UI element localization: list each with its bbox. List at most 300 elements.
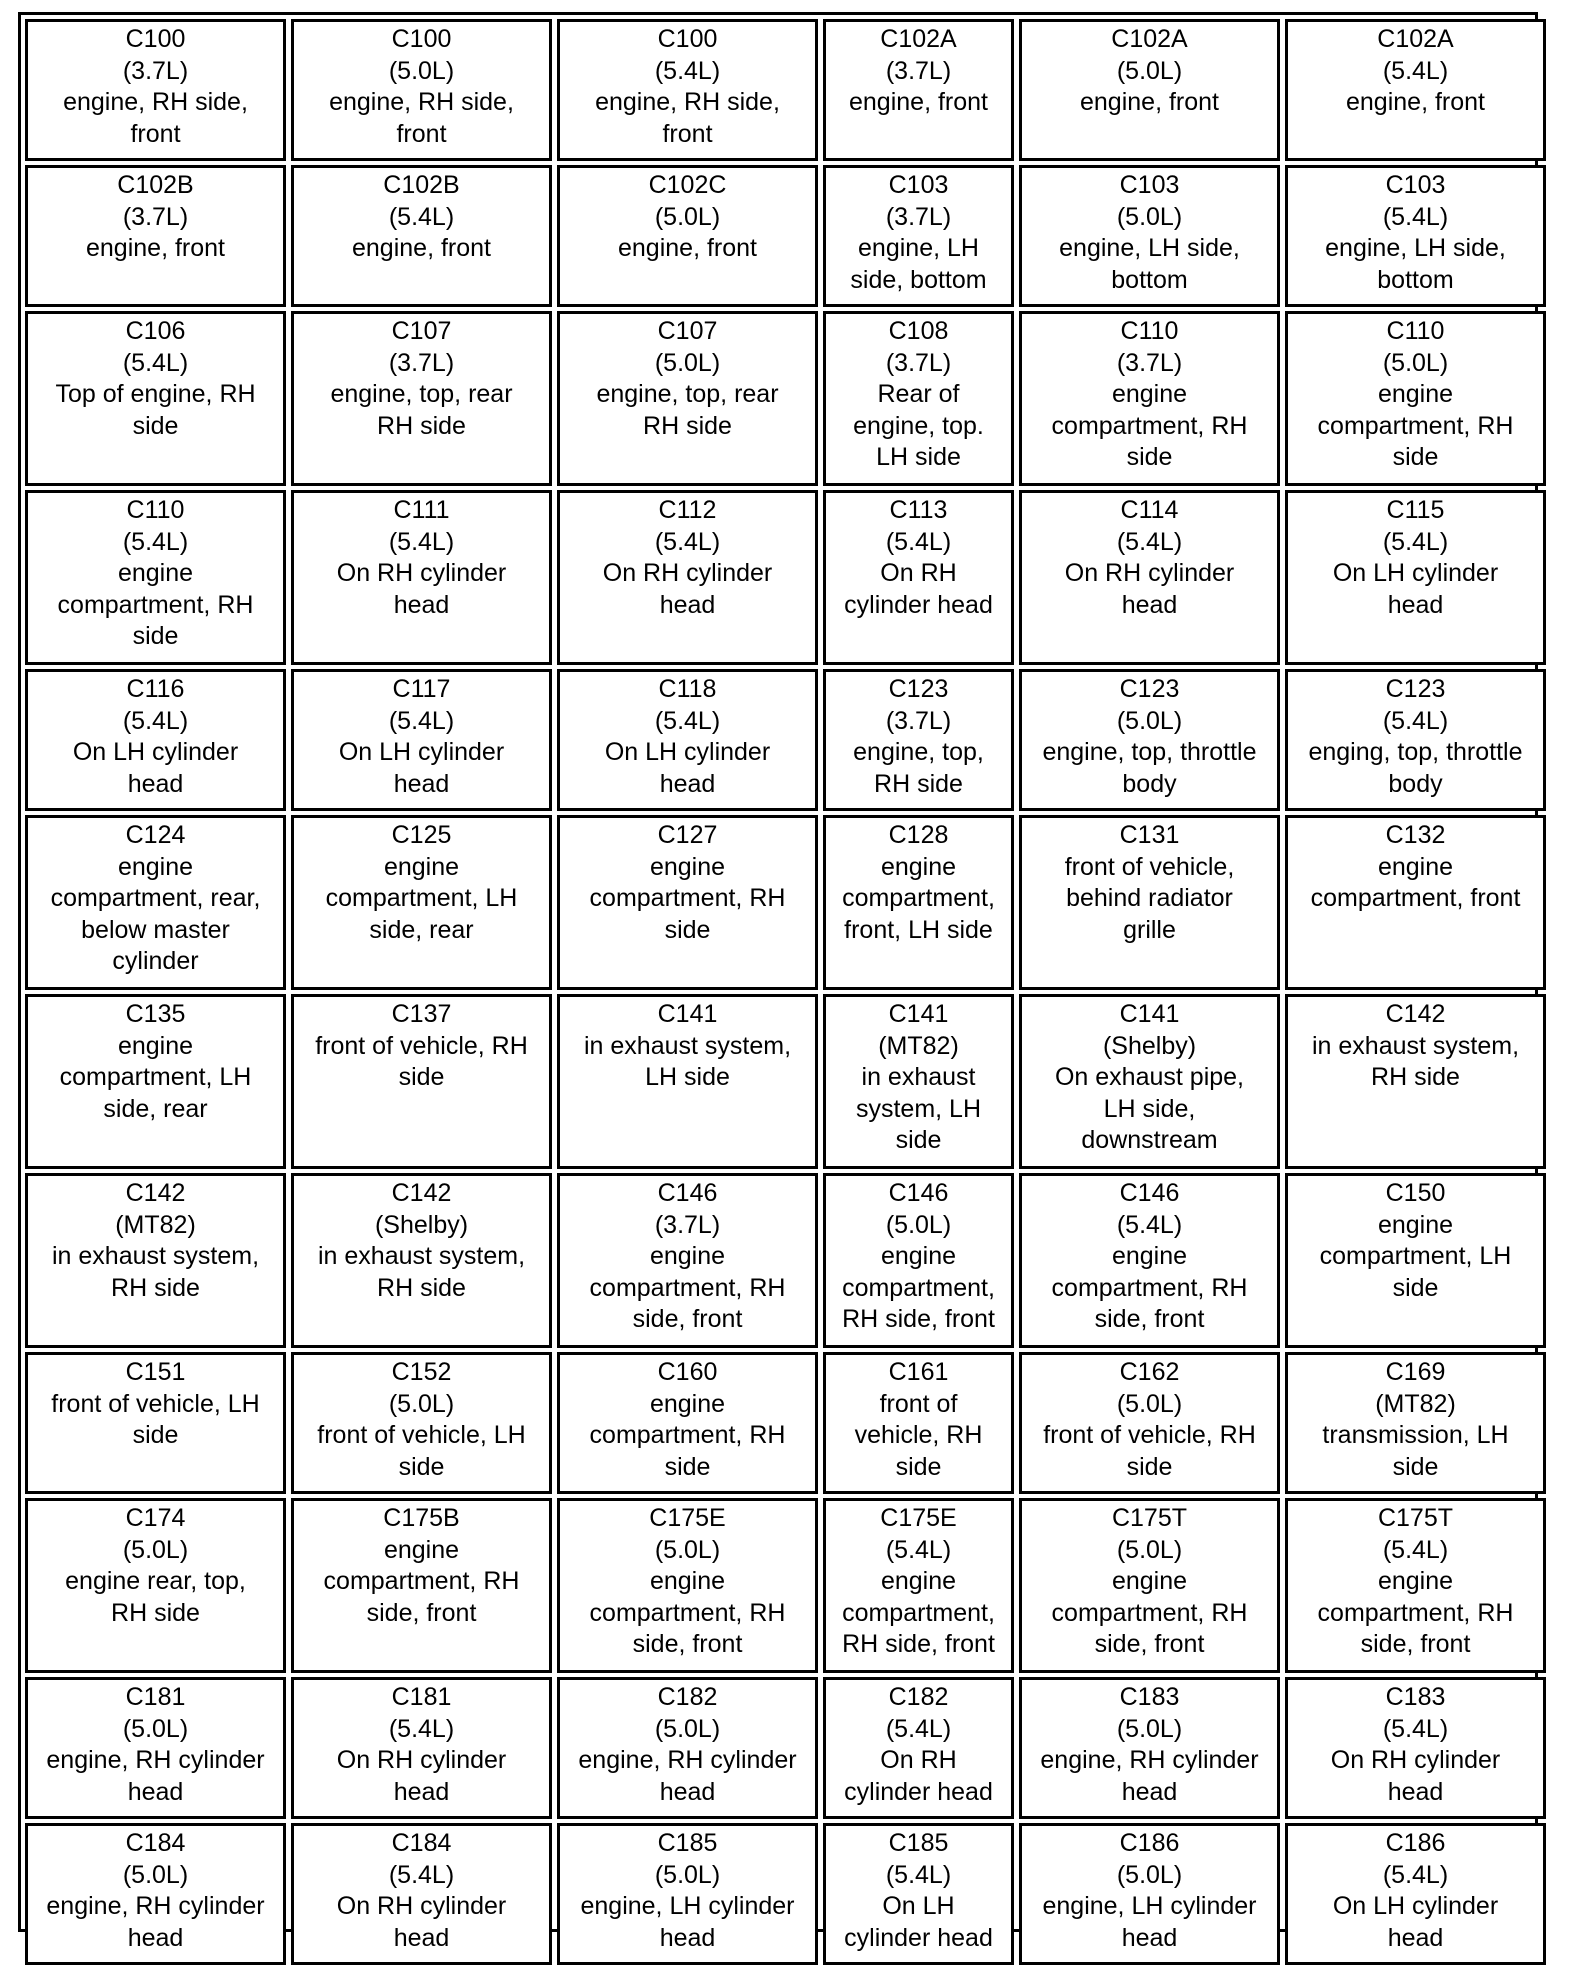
- connector-location-line: cylinder head: [844, 590, 993, 619]
- connector-location-line: RH side: [1371, 1063, 1460, 1091]
- connector-location-line: head: [127, 1923, 184, 1952]
- connector-location-line: (5.4L): [885, 1714, 952, 1743]
- connector-location-line: engine, LH side,: [1059, 234, 1240, 262]
- connector-cell: [823, 1352, 1014, 1494]
- connector-location-line: RH side: [377, 1273, 466, 1302]
- connector-location-line: (5.0L): [654, 1714, 721, 1743]
- connector-location-line: On LH cylinder: [72, 738, 239, 766]
- connector-cell: [557, 19, 818, 161]
- connector-cell: [25, 311, 286, 486]
- connector-location-line: engine rear, top,: [65, 1567, 246, 1595]
- connector-location-line: head: [127, 1777, 184, 1806]
- connector-location-line: side: [132, 622, 179, 650]
- connector-location-line: (5.0L): [885, 1210, 952, 1239]
- connector-location-line: head: [393, 769, 450, 798]
- connector-code: C151: [125, 1358, 186, 1386]
- connector-location-line: (5.4L): [388, 1860, 455, 1889]
- connector-cell: [823, 1677, 1014, 1819]
- connector-code: C102B: [383, 171, 460, 199]
- connector-location-line: engine, top,: [853, 738, 984, 766]
- connector-cell: [557, 1823, 818, 1965]
- connector-code: C124: [125, 821, 186, 849]
- connector-code: C110: [126, 496, 185, 524]
- connector-location-line: front of vehicle, LH: [317, 1421, 526, 1449]
- connector-location-line: Top of engine, RH: [55, 380, 256, 408]
- connector-location-line: compartment, RH: [589, 884, 786, 912]
- connector-location-line: RH side, front: [842, 1630, 995, 1658]
- connector-location-line: On LH cylinder: [604, 738, 771, 766]
- connector-cell: [25, 1823, 286, 1965]
- connector-location-line: (3.7L): [388, 348, 455, 377]
- connector-cell: [557, 815, 818, 990]
- connector-location-line: On LH cylinder: [1332, 1892, 1499, 1920]
- connector-cell: [291, 669, 552, 811]
- connector-code: C169: [1385, 1358, 1446, 1386]
- connector-code: C150: [1385, 1179, 1446, 1207]
- connector-location-line: side, bottom: [850, 265, 987, 294]
- connector-cell: [1285, 815, 1546, 990]
- connector-location-line: RH side, front: [842, 1305, 995, 1333]
- connector-code: C185: [888, 1829, 949, 1857]
- connector-location-line: engine: [383, 1535, 460, 1564]
- connector-location-line: (5.4L): [1382, 527, 1449, 556]
- connector-location-line: cylinder: [112, 947, 199, 975]
- connector-location-line: engine: [649, 1567, 726, 1595]
- connector-location-line: side, front: [632, 1630, 743, 1658]
- connector-location-line: engine, front: [849, 88, 988, 116]
- connector-location-line: RH side: [111, 1273, 200, 1302]
- connector-location-line: compartment, RH: [1051, 1598, 1248, 1627]
- connector-location-line: engine: [383, 852, 460, 881]
- connector-location-line: side: [132, 411, 179, 440]
- connector-location-line: (5.4L): [1382, 202, 1449, 231]
- connector-location-line: (5.4L): [1382, 706, 1449, 735]
- connector-code: C146: [888, 1179, 949, 1207]
- connector-location-line: side: [664, 1452, 711, 1481]
- connector-location-line: engine: [649, 852, 726, 881]
- connector-location-line: (5.0L): [388, 1389, 455, 1418]
- connector-location-line: (3.7L): [122, 202, 189, 231]
- connector-location-line: On LH: [882, 1892, 955, 1920]
- connector-location-line: grille: [1123, 915, 1176, 944]
- connector-location-line: engine, top, rear: [330, 380, 513, 408]
- connector-code: C186: [1119, 1829, 1180, 1857]
- connector-location-line: compartment,: [842, 884, 995, 912]
- connector-cell: [823, 1823, 1014, 1965]
- connector-location-line: in exhaust system,: [317, 1242, 526, 1270]
- connector-cell: [823, 19, 1014, 161]
- connector-location-line: engine: [1377, 852, 1454, 881]
- connector-location-line: front of: [879, 1389, 958, 1418]
- connector-location-line: head: [1121, 1923, 1178, 1952]
- connector-location-line: behind radiator: [1066, 884, 1233, 912]
- connector-location-line: engine: [1377, 1567, 1454, 1595]
- connector-code: C161: [888, 1358, 949, 1386]
- connector-cell: [291, 1498, 552, 1673]
- connector-cell: [1285, 1173, 1546, 1348]
- connector-location-line: in exhaust system,: [51, 1242, 260, 1270]
- connector-location-line: (5.4L): [1116, 1210, 1183, 1239]
- connector-cell: [1285, 1823, 1546, 1965]
- connector-code: C181: [391, 1683, 452, 1711]
- connector-location-line: side, front: [1360, 1630, 1471, 1658]
- connector-location-line: compartment, RH: [1051, 411, 1248, 440]
- connector-location-line: engine, top, throttle: [1042, 738, 1257, 766]
- connector-location-line: (3.7L): [885, 348, 952, 377]
- connector-location-line: (5.4L): [885, 527, 952, 556]
- connector-location-line: side, front: [366, 1598, 477, 1627]
- connector-location-line: side: [1392, 443, 1439, 471]
- connector-location-line: head: [393, 590, 450, 619]
- connector-location-line: (5.0L): [122, 1714, 189, 1743]
- connector-code: C183: [1385, 1683, 1446, 1711]
- connector-location-line: side: [895, 1126, 942, 1154]
- connector-cell: [25, 669, 286, 811]
- connector-code: C125: [391, 821, 452, 849]
- connector-code: C123: [1385, 675, 1446, 703]
- connector-location-line: (5.0L): [388, 56, 455, 85]
- connector-cell: [291, 311, 552, 486]
- connector-location-line: engine, RH side,: [63, 88, 248, 116]
- connector-code: C100: [657, 25, 718, 53]
- connector-location-line: head: [127, 769, 184, 798]
- connector-location-line: compartment, RH: [323, 1567, 520, 1595]
- connector-code: C141: [657, 1000, 718, 1028]
- connector-cell: [557, 1498, 818, 1673]
- connector-cell: [1019, 1677, 1280, 1819]
- connector-location-line: RH side: [874, 769, 963, 798]
- connector-location-line: head: [1387, 1923, 1444, 1952]
- connector-code: C114: [1120, 496, 1179, 524]
- connector-location-line: (5.4L): [1382, 1860, 1449, 1889]
- connector-location-line: side, front: [632, 1305, 743, 1333]
- connector-cell: [823, 311, 1014, 486]
- connector-location-line: engine, front: [1346, 88, 1485, 116]
- connector-location-line: (5.4L): [654, 527, 721, 556]
- connector-code: C146: [1119, 1179, 1180, 1207]
- connector-code: C123: [888, 675, 949, 703]
- connector-location-line: engine: [649, 1389, 726, 1418]
- connector-cell: [25, 490, 286, 665]
- connector-cell: [823, 1498, 1014, 1673]
- connector-location-line: side: [1126, 443, 1173, 471]
- connector-cell: [291, 815, 552, 990]
- connector-location-line: head: [1387, 590, 1444, 619]
- connector-location-line: front: [396, 119, 447, 148]
- connector-cell: [291, 165, 552, 307]
- connector-code: C182: [657, 1683, 718, 1711]
- connector-location-line: (5.4L): [388, 527, 455, 556]
- connector-code: C162: [1119, 1358, 1180, 1386]
- connector-cell: [291, 994, 552, 1169]
- connector-location-line: in exhaust system,: [1311, 1031, 1520, 1060]
- connector-code: C184: [391, 1829, 452, 1857]
- connector-cell: [25, 994, 286, 1169]
- connector-location-line: (5.4L): [654, 706, 721, 735]
- connector-location-line: side: [1126, 1452, 1173, 1481]
- connector-location-line: engine, LH cylinder: [1042, 1892, 1257, 1920]
- connector-location-line: (5.4L): [654, 56, 721, 85]
- connector-location-line: engine, front: [618, 234, 757, 262]
- connector-location-line: compartment, LH: [325, 884, 518, 912]
- connector-location-line: compartment, LH: [59, 1063, 252, 1091]
- connector-cell: [1019, 165, 1280, 307]
- connector-location-line: vehicle, RH: [854, 1421, 983, 1449]
- connector-location-line: (5.4L): [1116, 527, 1183, 556]
- connector-code: C107: [391, 317, 452, 345]
- connector-cell: [1019, 1823, 1280, 1965]
- connector-location-line: below master: [81, 915, 230, 944]
- connector-location-line: engine, front: [86, 234, 225, 262]
- connector-location-line: side, rear: [369, 915, 474, 944]
- connector-location-line: body: [1388, 769, 1443, 798]
- connector-location-line: (Shelby): [1102, 1031, 1197, 1060]
- connector-cell: [1285, 490, 1546, 665]
- connector-code: C102A: [880, 25, 957, 53]
- connector-location-line: (3.7L): [122, 56, 189, 85]
- connector-location-line: cylinder head: [844, 1923, 993, 1952]
- connector-location-line: (5.0L): [1116, 1714, 1183, 1743]
- connector-location-line: side: [398, 1063, 445, 1091]
- connector-code: C111: [393, 496, 450, 524]
- connector-location-line: (MT82): [878, 1031, 959, 1060]
- connector-code: C106: [125, 317, 186, 345]
- connector-location-line: front, LH side: [844, 915, 993, 944]
- connector-location-line: engine: [880, 1567, 957, 1595]
- connector-location-line: On RH cylinder: [602, 559, 773, 587]
- connector-code: C141: [1119, 1000, 1180, 1028]
- connector-location-line: bottom: [1377, 265, 1454, 294]
- connector-cell: [823, 165, 1014, 307]
- connector-location-line: On LH cylinder: [1332, 559, 1499, 587]
- connector-code: C110: [1120, 317, 1179, 345]
- connector-location-line: (5.0L): [654, 348, 721, 377]
- connector-code: C115: [1386, 496, 1445, 524]
- connector-cell: [291, 1173, 552, 1348]
- connector-location-line: (5.4L): [122, 527, 189, 556]
- connector-location-line: engine, RH cylinder: [1040, 1746, 1259, 1774]
- connector-cell: [1285, 19, 1546, 161]
- connector-cell: [823, 994, 1014, 1169]
- connector-code: C175T: [1377, 1504, 1454, 1532]
- connector-location-line: front of vehicle,: [1064, 852, 1235, 881]
- connector-code: C113: [889, 496, 948, 524]
- connector-cell: [1019, 994, 1280, 1169]
- connector-code: C102A: [1111, 25, 1188, 53]
- connector-location-line: RH side: [111, 1598, 200, 1627]
- connector-location-line: engine, front: [352, 234, 491, 262]
- connector-code: C142: [1385, 1000, 1446, 1028]
- connector-cell: [25, 1677, 286, 1819]
- connector-location-line: compartment, rear,: [50, 884, 261, 912]
- connector-location-line: (5.4L): [1382, 56, 1449, 85]
- connector-cell: [1019, 669, 1280, 811]
- connector-location-line: (5.0L): [654, 202, 721, 231]
- connector-code: C174: [125, 1504, 186, 1532]
- connector-location-line: (3.7L): [1116, 348, 1183, 377]
- connector-location-line: (MT82): [1375, 1389, 1456, 1418]
- connector-location-line: (5.4L): [1382, 1535, 1449, 1564]
- connector-cell: [1285, 311, 1546, 486]
- connector-location-line: On RH cylinder: [1330, 1746, 1501, 1774]
- connector-location-line: On RH cylinder: [336, 1746, 507, 1774]
- connector-code: C102C: [648, 171, 727, 199]
- connector-location-line: engine, RH cylinder: [46, 1892, 265, 1920]
- connector-code: C110: [1386, 317, 1445, 345]
- connector-location-line: (5.4L): [885, 1535, 952, 1564]
- connector-location-line: engine: [1111, 380, 1188, 408]
- connector-code: C117: [392, 675, 451, 703]
- connector-location-line: (5.0L): [1116, 1535, 1183, 1564]
- connector-location-line: engine, LH cylinder: [580, 1892, 795, 1920]
- connector-code: C175E: [880, 1504, 957, 1532]
- connector-cell: [823, 1173, 1014, 1348]
- connector-code: C182: [888, 1683, 949, 1711]
- connector-location-line: On RH cylinder: [336, 1892, 507, 1920]
- connector-location-line: (Shelby): [374, 1210, 469, 1239]
- connector-location-line: transmission, LH: [1322, 1421, 1509, 1449]
- connector-cell: [557, 165, 818, 307]
- connector-cell: [1285, 1352, 1546, 1494]
- connector-location-line: compartment, RH: [589, 1598, 786, 1627]
- connector-cell: [291, 1823, 552, 1965]
- connector-location-line: (5.0L): [1382, 348, 1449, 377]
- connector-code: C137: [391, 1000, 452, 1028]
- connector-location-line: cylinder head: [844, 1777, 993, 1806]
- connector-location-line: (5.0L): [122, 1535, 189, 1564]
- connector-location-line: engine: [880, 1242, 957, 1270]
- connector-cell: [557, 669, 818, 811]
- connector-location-line: head: [659, 1923, 716, 1952]
- connector-cell: [1019, 1352, 1280, 1494]
- connector-location-line: compartment, RH: [1317, 411, 1514, 440]
- connector-code: C128: [888, 821, 949, 849]
- connector-location-line: side: [895, 1452, 942, 1481]
- connector-code: C135: [125, 1000, 186, 1028]
- connector-cell: [291, 19, 552, 161]
- connector-code: C108: [888, 317, 949, 345]
- connector-code: C132: [1385, 821, 1446, 849]
- connector-location-line: compartment, RH: [1051, 1273, 1248, 1302]
- connector-cell: [291, 1677, 552, 1819]
- connector-location-line: compartment, RH: [57, 590, 254, 619]
- connector-location-line: head: [659, 769, 716, 798]
- connector-code: C183: [1119, 1683, 1180, 1711]
- connector-location-line: LH side: [876, 443, 961, 471]
- connector-location-line: On RH cylinder: [336, 559, 507, 587]
- connector-code: C123: [1119, 675, 1180, 703]
- connector-location-line: front of vehicle, RH: [315, 1031, 528, 1060]
- connector-code: C103: [1385, 171, 1446, 199]
- connector-location-line: (5.4L): [388, 202, 455, 231]
- connector-location-line: head: [659, 590, 716, 619]
- connector-location-line: (5.0L): [654, 1860, 721, 1889]
- connector-code: C100: [391, 25, 452, 53]
- connector-code: C127: [657, 821, 718, 849]
- connector-location-line: On RH: [880, 559, 957, 587]
- connector-location-line: engine, top.: [853, 411, 984, 440]
- connector-cell: [1285, 669, 1546, 811]
- connector-cell: [557, 311, 818, 486]
- connector-code: C118: [658, 675, 717, 703]
- connector-location-line: (5.4L): [122, 706, 189, 735]
- connector-cell: [291, 1352, 552, 1494]
- connector-location-line: engine, top, rear: [596, 380, 779, 408]
- connector-location-line: engine: [649, 1242, 726, 1270]
- connector-location-line: engine: [1377, 1210, 1454, 1239]
- connector-code: C175B: [383, 1504, 460, 1532]
- connector-cell: [25, 19, 286, 161]
- connector-location-line: engine: [1111, 1567, 1188, 1595]
- connector-cell: [557, 1352, 818, 1494]
- connector-location-line: engine: [117, 1031, 194, 1060]
- connector-code: C146: [657, 1179, 718, 1207]
- connector-location-line: head: [393, 1777, 450, 1806]
- connector-location-line: Rear of: [877, 380, 960, 408]
- connector-location-line: (MT82): [115, 1210, 196, 1239]
- connector-location-line: RH side: [643, 411, 732, 440]
- connector-code: C175T: [1111, 1504, 1188, 1532]
- connector-location-line: side: [398, 1452, 445, 1481]
- connector-location-line: (5.0L): [122, 1860, 189, 1889]
- connector-location-line: On exhaust pipe,: [1054, 1063, 1244, 1091]
- connector-location-line: (5.4L): [388, 1714, 455, 1743]
- connector-location-line: compartment, RH: [589, 1273, 786, 1302]
- connector-cell: [1019, 490, 1280, 665]
- connector-code: C175E: [649, 1504, 726, 1532]
- connector-code: C103: [888, 171, 949, 199]
- connector-location-line: compartment,: [842, 1273, 995, 1302]
- connector-cell: [557, 1677, 818, 1819]
- connector-cell: [1285, 994, 1546, 1169]
- connector-location-line: engine: [880, 852, 957, 881]
- connector-cell: [25, 1173, 286, 1348]
- connector-location-line: (5.4L): [885, 1860, 952, 1889]
- connector-location-line: body: [1122, 769, 1177, 798]
- connector-code: C184: [125, 1829, 186, 1857]
- connector-cell: [557, 994, 818, 1169]
- connector-location-line: side: [132, 1421, 179, 1449]
- connector-code: C102A: [1377, 25, 1454, 53]
- connector-code: C102B: [117, 171, 194, 199]
- connector-cell: [25, 1352, 286, 1494]
- connector-location-line: (5.4L): [122, 348, 189, 377]
- connector-location-line: engine, RH side,: [329, 88, 514, 116]
- connector-location-line: head: [1387, 1777, 1444, 1806]
- connector-location-line: front of vehicle, RH: [1043, 1421, 1256, 1449]
- connector-location-line: system, LH: [855, 1094, 982, 1123]
- connector-location-line: side, front: [1094, 1305, 1205, 1333]
- connector-code: C103: [1119, 171, 1180, 199]
- connector-cell: [557, 1173, 818, 1348]
- connector-location-line: front: [130, 119, 181, 148]
- connector-location-line: side, front: [1094, 1630, 1205, 1658]
- connector-cell: [291, 490, 552, 665]
- connector-location-line: engine, RH side,: [595, 88, 780, 116]
- connector-location-line: (5.0L): [1116, 1860, 1183, 1889]
- connector-location-line: compartment, RH: [1317, 1598, 1514, 1627]
- connector-location-line: (5.0L): [1116, 56, 1183, 85]
- connector-location-line: head: [659, 1777, 716, 1806]
- connector-location-line: engine: [117, 559, 194, 587]
- connector-code: C141: [888, 1000, 949, 1028]
- connector-location-line: engine, front: [1080, 88, 1219, 116]
- connector-location-line: side: [664, 915, 711, 944]
- connector-location-line: RH side: [377, 411, 466, 440]
- connector-location-line: engine, RH cylinder: [46, 1746, 265, 1774]
- connector-code: C100: [125, 25, 186, 53]
- connector-location-line: downstream: [1081, 1126, 1218, 1154]
